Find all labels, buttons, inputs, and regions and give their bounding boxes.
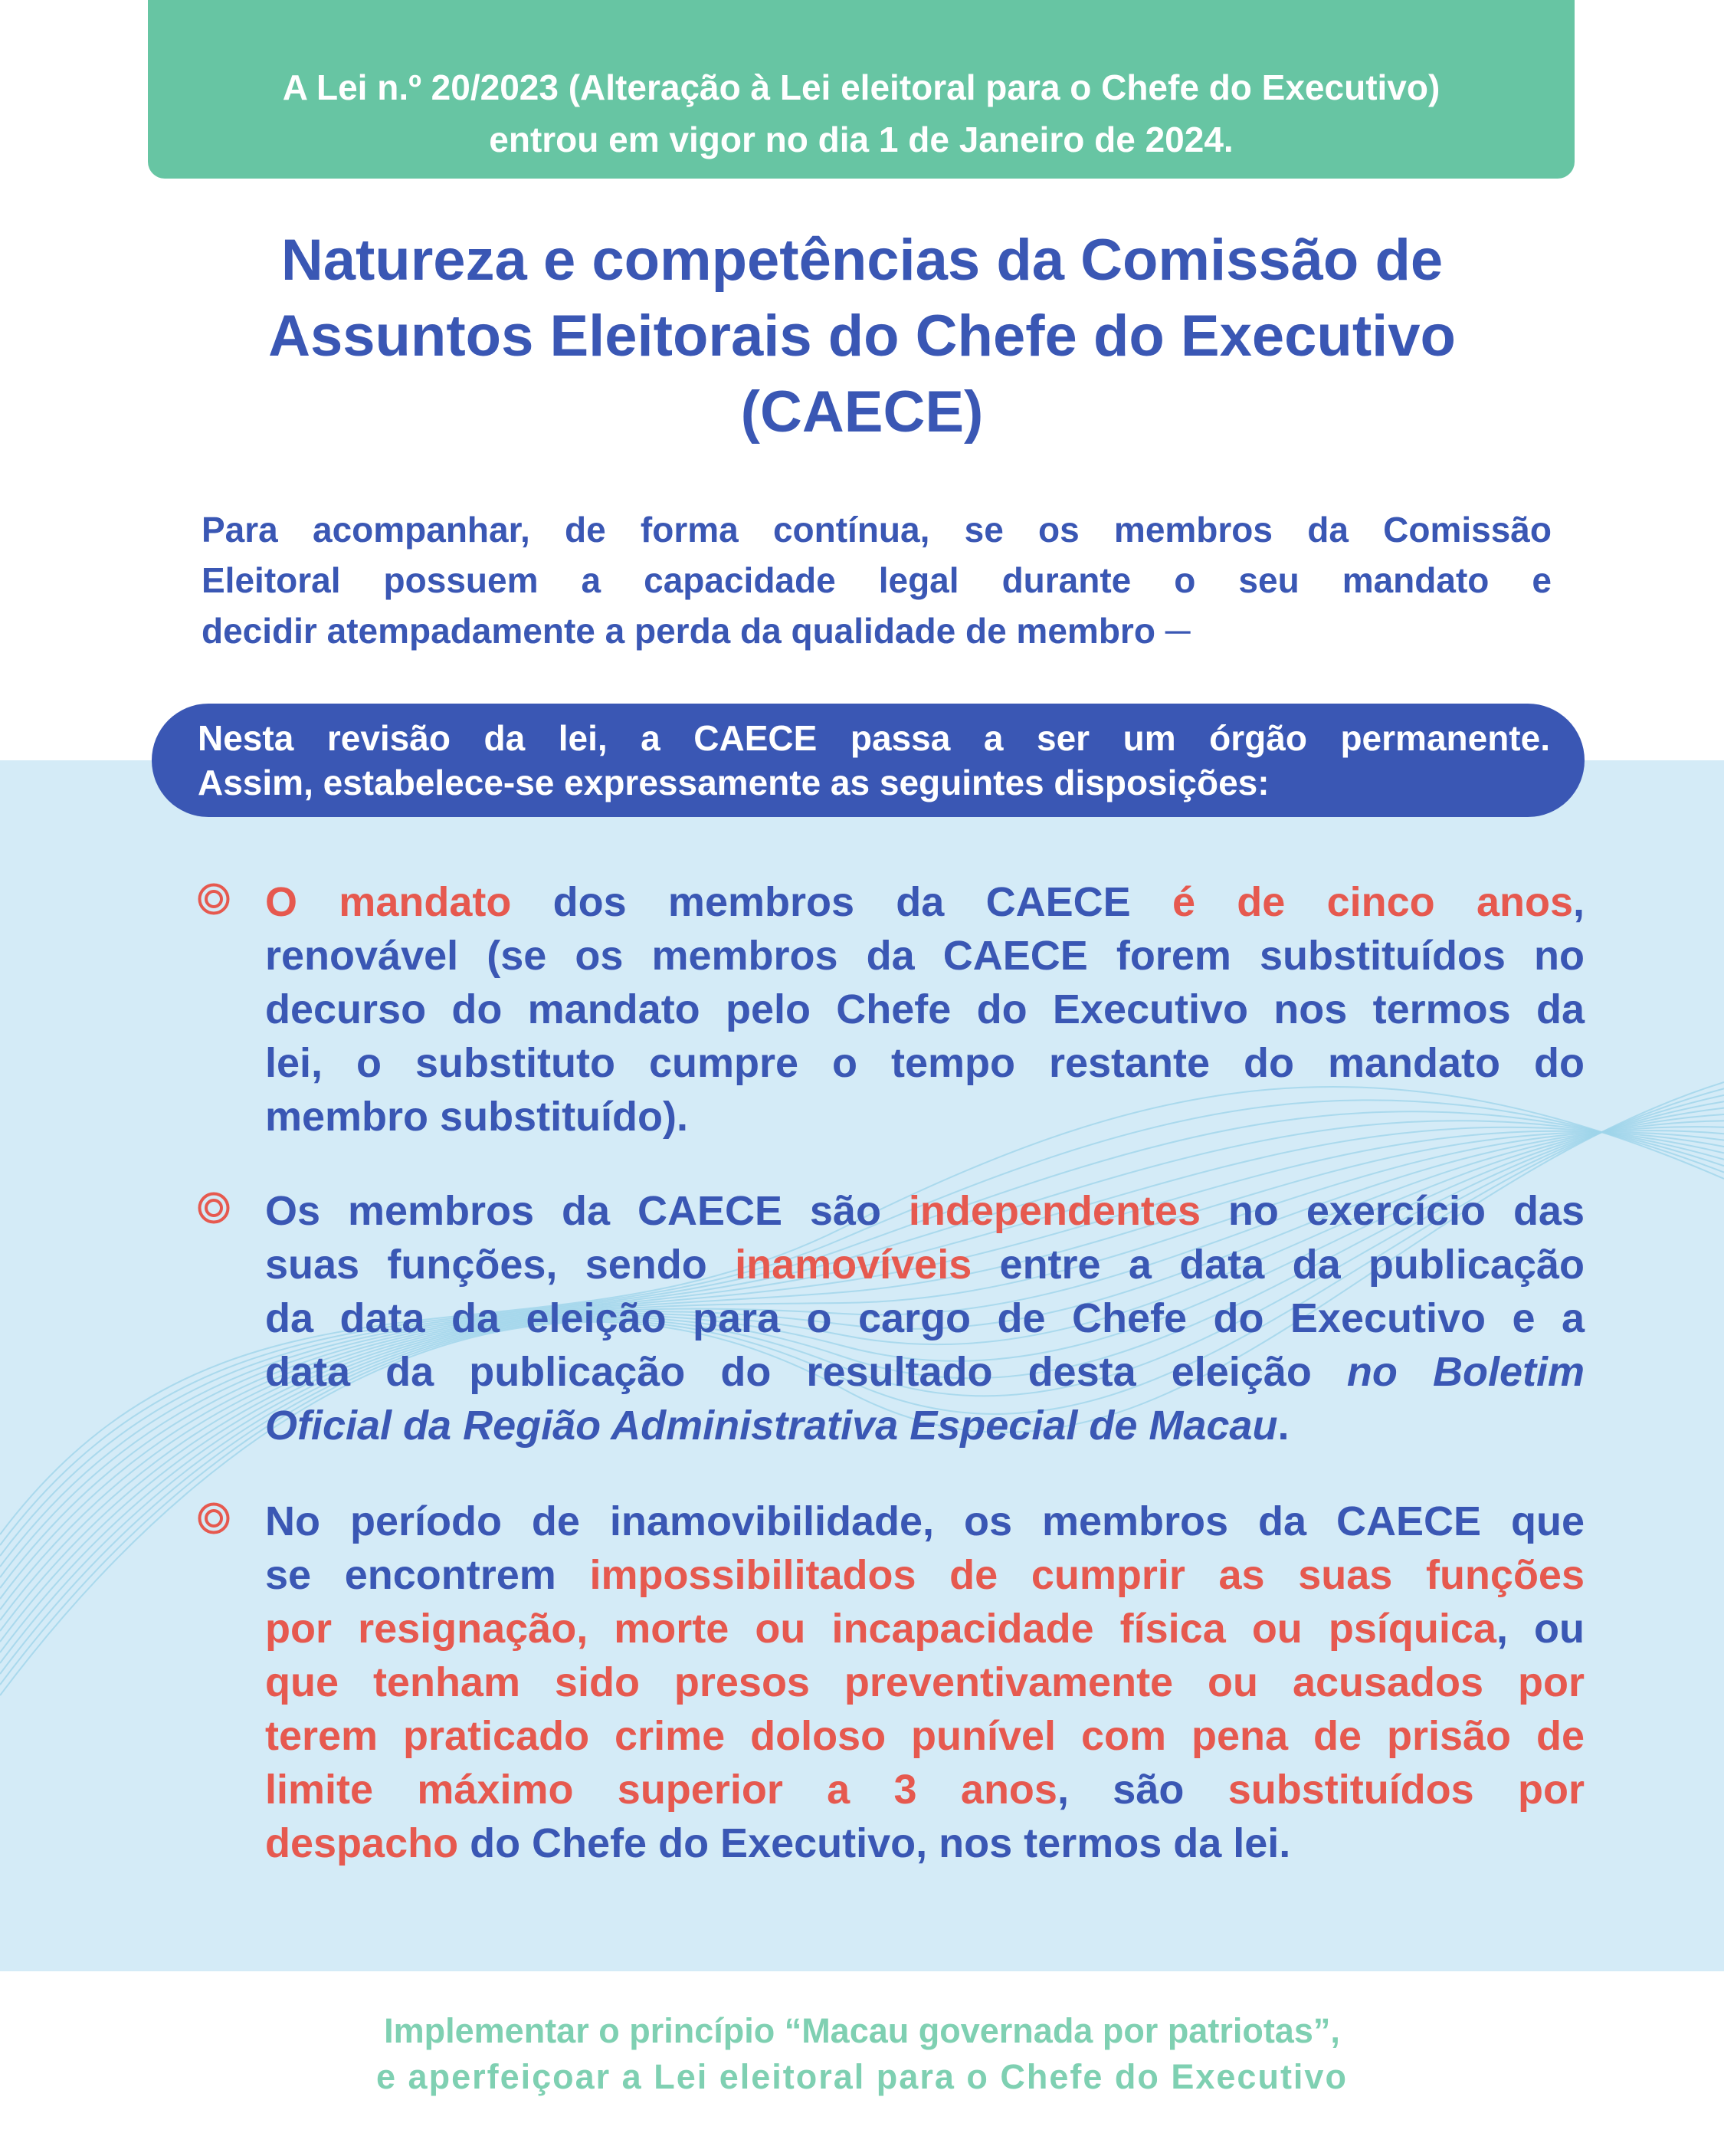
- body-text: data da publicação do resultado desta eleição: [265, 1349, 1347, 1395]
- bullet-line: [265, 1763, 1585, 1816]
- body-text: dos membros da CAECE: [511, 879, 1172, 925]
- bullet-line: [265, 875, 1585, 929]
- bullet-line: [265, 929, 1585, 983]
- body-text: do Chefe do Executivo, nos termos da lei.: [458, 1820, 1291, 1866]
- page-title: [115, 222, 1609, 450]
- pill-line-1: Nesta revisão da lei, a CAECE passa a ser um órgão permanente.: [198, 718, 1550, 758]
- intro-paragraph: [202, 504, 1552, 656]
- bullet-line: [265, 1816, 1585, 1870]
- target-bullet-icon: [198, 883, 230, 915]
- banner-line-2: entrou em vigor no dia 1 de Janeiro de 2024.: [489, 120, 1234, 159]
- intro-line-1: Para acompanhar, de forma contínua, se os membros da Comissão: [202, 510, 1552, 550]
- body-text: no exercício das: [1200, 1188, 1585, 1234]
- bullet-line: [265, 1238, 1585, 1291]
- bullet-line: [265, 1090, 1585, 1144]
- highlighted-text: substituídos por: [1227, 1767, 1585, 1813]
- bullet-line: [265, 1709, 1585, 1763]
- law-banner: [148, 0, 1575, 179]
- body-text: suas funções, sendo: [265, 1242, 736, 1288]
- body-text: , ou: [1496, 1606, 1585, 1652]
- bullet-line: [265, 1656, 1585, 1709]
- body-text: no Boletim: [1346, 1349, 1585, 1395]
- body-text: No período de inamovibilidade, os membros da CAECE que: [265, 1498, 1585, 1544]
- bullet-line: [265, 1291, 1585, 1345]
- body-text: se encontrem: [265, 1552, 590, 1598]
- highlighted-text: inamovíveis: [735, 1242, 972, 1288]
- footer-line-2: e aperfeiçoar a Lei eleitoral para o Chefe do Executivo: [376, 2057, 1348, 2096]
- bullet-text: [265, 1184, 1585, 1452]
- highlighted-text: que tenham sido presos preventivamente ou acusados por: [265, 1659, 1585, 1705]
- highlighted-text: independentes: [908, 1188, 1201, 1234]
- intro-line-3: decidir atempadamente a perda da qualidade de membro ─: [202, 611, 1191, 651]
- body-text: entre a data da publicação: [972, 1242, 1585, 1288]
- highlighted-text: O mandato: [265, 879, 512, 925]
- highlighted-text: por resignação, morte ou incapacidade física ou psíquica: [265, 1606, 1496, 1652]
- footer-line-1: Implementar o princípio “Macau governada por patriotas”,: [384, 2011, 1340, 2050]
- body-text: da data da eleição para o cargo de Chefe do Executivo e a: [265, 1295, 1585, 1341]
- highlighted-text: limite máximo superior a 3 anos: [265, 1767, 1057, 1813]
- body-text: lei, o substituto cumpre o tempo restante do mandato do: [265, 1040, 1585, 1086]
- body-text: membro substituído).: [265, 1094, 688, 1140]
- body-text: .: [1277, 1403, 1290, 1449]
- body-text: ,: [1572, 879, 1585, 925]
- bullet-line: [265, 1345, 1585, 1399]
- body-text: Os membros da CAECE são: [265, 1188, 909, 1234]
- bullet-line: [265, 983, 1585, 1036]
- body-text: decurso do mandato pelo Chefe do Executivo nos termos da: [265, 986, 1585, 1032]
- bullet-line: [265, 1548, 1585, 1602]
- body-text: Oficial da Região Administrativa Especial de Macau: [265, 1403, 1278, 1449]
- target-bullet-icon: [198, 1502, 230, 1534]
- title-line-1: Natureza e competências da Comissão de: [280, 228, 1444, 293]
- highlighted-text: terem praticado crime doloso punível com pena de prisão de: [265, 1713, 1585, 1759]
- bullet-line: [265, 1495, 1585, 1548]
- body-text: , são: [1057, 1767, 1228, 1813]
- bullet-text: [265, 875, 1585, 1144]
- pill-line-2: Assim, estabelece-se expressamente as seguintes disposições:: [198, 763, 1270, 802]
- title-line-3: (CAECE): [740, 379, 984, 445]
- highlighted-text: impossibilitados de cumprir as suas funções: [589, 1552, 1585, 1598]
- highlighted-text: é de cinco anos: [1172, 879, 1573, 925]
- bullet-line: [265, 1399, 1585, 1452]
- footer-slogan: [0, 2008, 1724, 2100]
- target-bullet-icon: [198, 1192, 230, 1224]
- bullet-line: [265, 1184, 1585, 1238]
- banner-line-1: A Lei n.º 20/2023 (Alteração à Lei eleitoral para o Chefe do Executivo): [282, 67, 1440, 107]
- bullet-text: [265, 1495, 1585, 1870]
- bullet-line: [265, 1602, 1585, 1656]
- highlighted-text: despacho: [265, 1820, 459, 1866]
- intro-line-2: Eleitoral possuem a capacidade legal durante o seu mandato e: [202, 560, 1552, 600]
- body-text: renovável (se os membros da CAECE forem substituídos no: [265, 933, 1585, 979]
- bullet-line: [265, 1036, 1585, 1090]
- title-line-2: Assuntos Eleitorais do Chefe do Executivo: [268, 304, 1456, 369]
- revision-pill: [152, 704, 1585, 817]
